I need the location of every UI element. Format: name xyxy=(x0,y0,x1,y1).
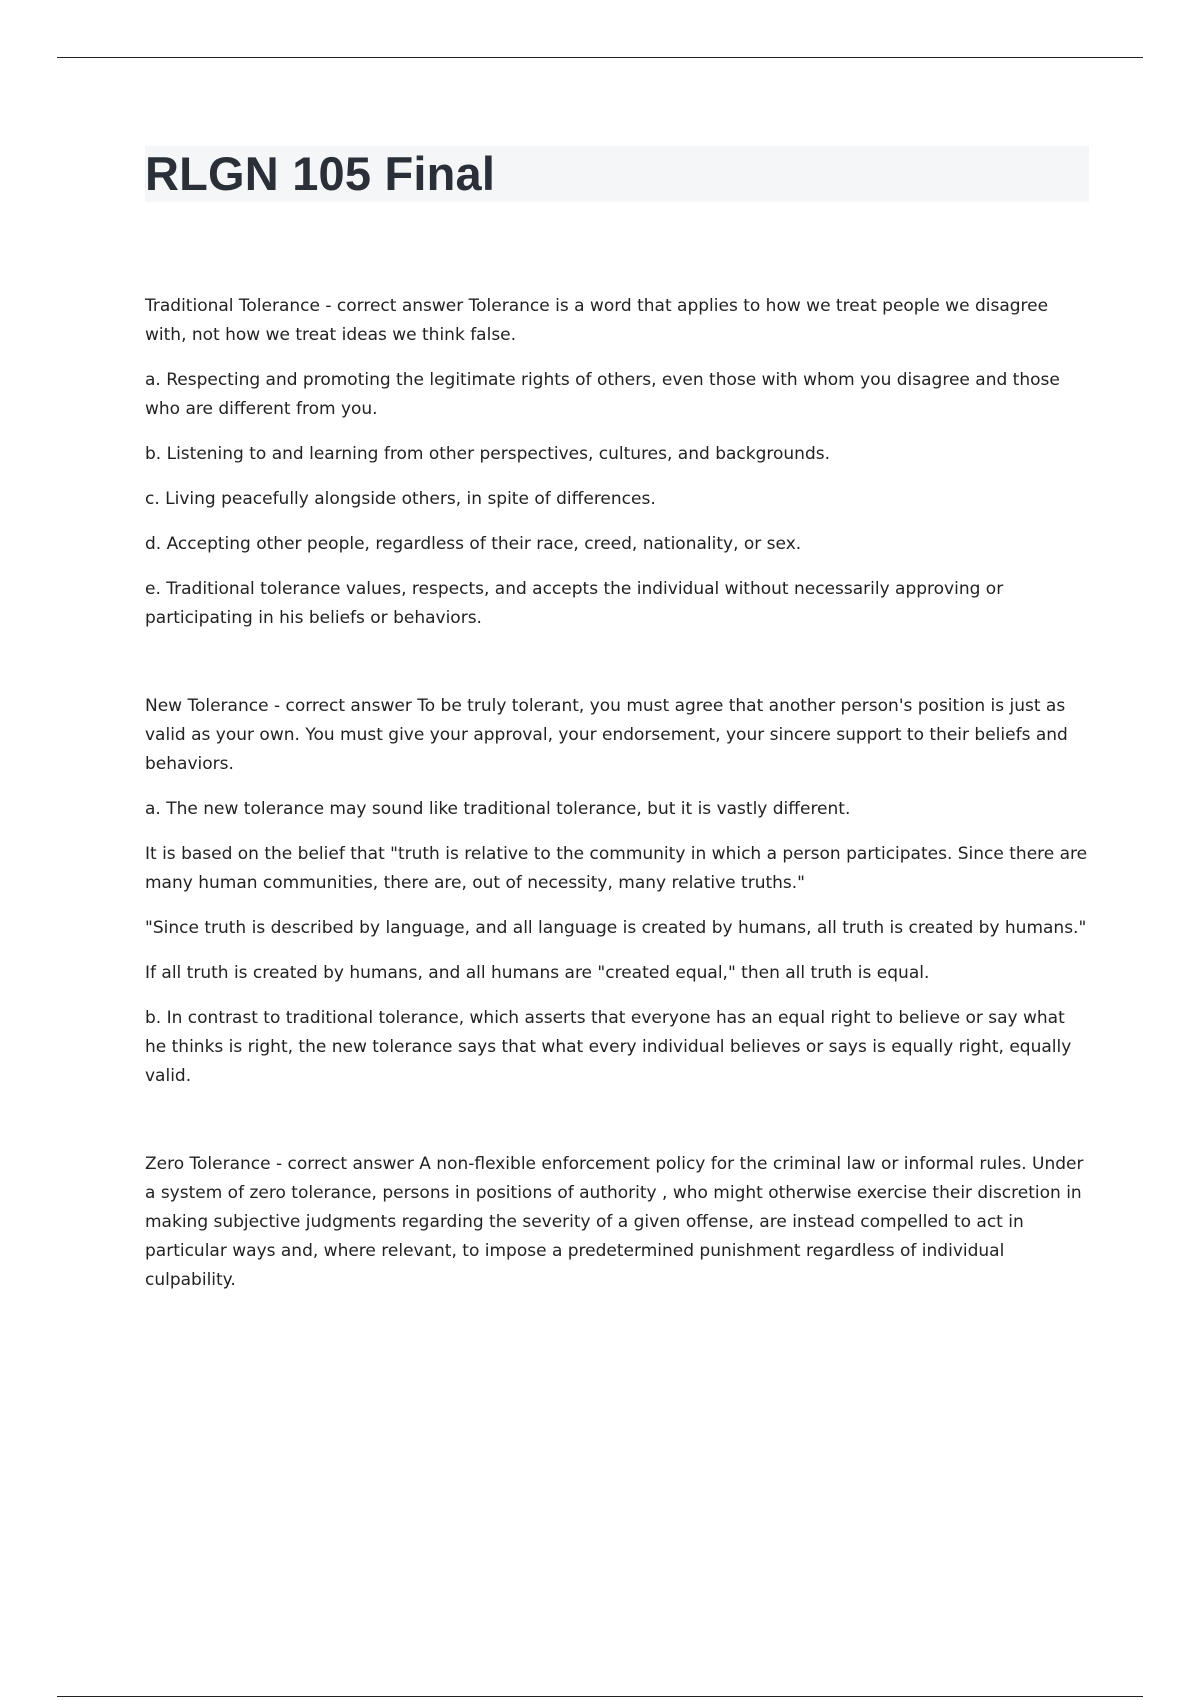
paragraph: b. Listening to and learning from other perspectives, cultures, and backgrounds. xyxy=(145,444,830,464)
paragraph: If all truth is created by humans, and all humans are "created equal," then all truth is equal. xyxy=(145,963,930,983)
bottom-rule xyxy=(57,1696,1143,1697)
paragraph: e. Traditional tolerance values, respects, and accepts the individual without necessarily approving or participating in his beliefs or behaviors. xyxy=(145,579,1004,628)
top-rule xyxy=(57,57,1143,58)
section-new-tolerance xyxy=(145,692,1090,1091)
paragraph: c. Living peacefully alongside others, in spite of differences. xyxy=(145,489,656,509)
page-title: RLGN 105 Final xyxy=(145,147,496,200)
section-traditional-tolerance xyxy=(145,292,1090,633)
document-body xyxy=(145,292,1090,1295)
paragraph: Zero Tolerance - correct answer A non-flexible enforcement policy for the criminal law or informal rules. Under a system of zero tolerance, persons in positions of authority , who might otherwise exercise their discretion in making subjective judgments regarding the severity of a given offense, are instead compelled to act in particular ways and, where relevant, to impose a predetermined punishment regardless of individual culpability. xyxy=(145,1154,1084,1290)
paragraph: b. In contrast to traditional tolerance, which asserts that everyone has an equal right to believe or say what he thinks is right, the new tolerance says that what every individual believes or says is equally right, equally valid. xyxy=(145,1008,1072,1086)
paragraph: a. Respecting and promoting the legitimate rights of others, even those with whom you disagree and those who are different from you. xyxy=(145,370,1060,419)
section-zero-tolerance xyxy=(145,1150,1090,1295)
paragraph: "Since truth is described by language, and all language is created by humans, all truth is created by humans." xyxy=(145,918,1087,938)
paragraph: New Tolerance - correct answer To be truly tolerant, you must agree that another person's position is just as valid as your own. You must give your approval, your endorsement, your sincere support to their beliefs and behaviors. xyxy=(145,696,1068,774)
paragraph: It is based on the belief that "truth is relative to the community in which a person participates. Since there are many human communities, there are, out of necessity, many relative truths." xyxy=(145,844,1088,893)
paragraph: Traditional Tolerance - correct answer Tolerance is a word that applies to how we treat people we disagree with, not how we treat ideas we think false. xyxy=(145,296,1049,345)
paragraph: a. The new tolerance may sound like traditional tolerance, but it is vastly different. xyxy=(145,799,851,819)
paragraph: d. Accepting other people, regardless of their race, creed, nationality, or sex. xyxy=(145,534,802,554)
